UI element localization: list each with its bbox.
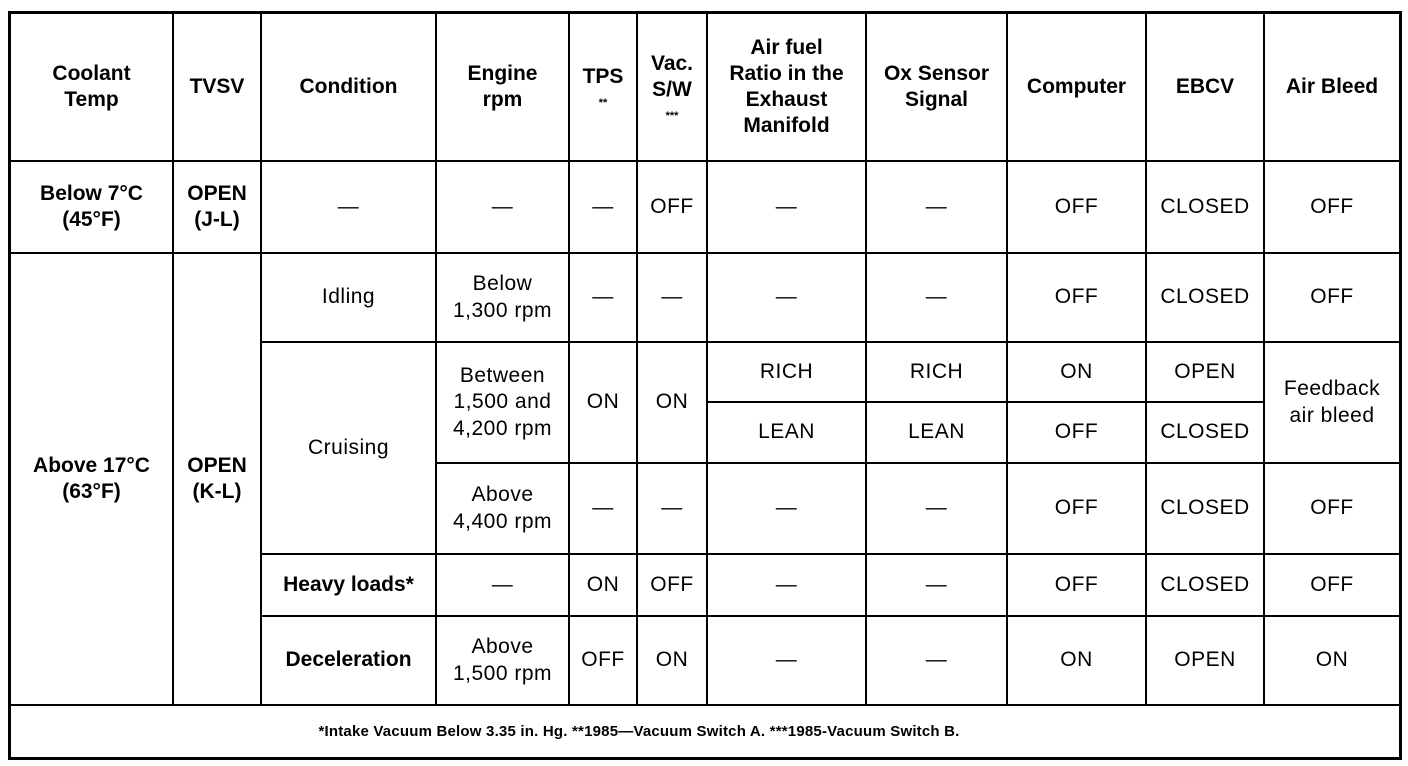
cell-afr-decel: — [707, 616, 866, 705]
cell-computer-cold: OFF [1007, 161, 1146, 253]
cell-rpm-cruising: Between 1,500 and 4,200 rpm [436, 342, 569, 463]
cell-tps-cruising: ON [569, 342, 637, 463]
cell-ox-cruising-high: — [866, 463, 1007, 554]
header-coolant-temp: Coolant Temp [11, 14, 173, 161]
cell-ebcv-cruising-rich: OPEN [1146, 342, 1264, 402]
header-air-fuel-ratio: Air fuel Ratio in the Exhaust Manifold [707, 14, 866, 161]
cell-ox-cruising-rich: RICH [866, 342, 1007, 402]
cell-rpm-decel: Above 1,500 rpm [436, 616, 569, 705]
cell-condition-cruising: Cruising [261, 342, 436, 554]
cell-afr-cruising-lean: LEAN [707, 402, 866, 463]
cell-vac-cruising-high: — [637, 463, 707, 554]
cell-vac-cold: OFF [637, 161, 707, 253]
cell-ebcv-cruising-high: CLOSED [1146, 463, 1264, 554]
cell-computer-cruising-lean: OFF [1007, 402, 1146, 463]
header-tvsv: TVSV [173, 14, 261, 161]
cell-condition-decel: Deceleration [261, 616, 436, 705]
header-ebcv: EBCV [1146, 14, 1264, 161]
cell-air-bleed-cruising-high: OFF [1264, 463, 1399, 554]
cell-vac-cruising: ON [637, 342, 707, 463]
tps-footnote-mark: ** [598, 97, 608, 110]
cell-computer-cruising-high: OFF [1007, 463, 1146, 554]
cell-air-bleed-decel: ON [1264, 616, 1399, 705]
cell-vac-idling: — [637, 253, 707, 342]
cell-computer-decel: ON [1007, 616, 1146, 705]
cell-vac-heavy: OFF [637, 554, 707, 616]
header-computer: Computer [1007, 14, 1146, 161]
cell-afr-cruising-rich: RICH [707, 342, 866, 402]
cell-rpm-heavy: — [436, 554, 569, 616]
cell-condition-heavy: Heavy loads* [261, 554, 436, 616]
cell-rpm-cruising-high: Above 4,400 rpm [436, 463, 569, 554]
cell-air-bleed-idling: OFF [1264, 253, 1399, 342]
cell-ox-idling: — [866, 253, 1007, 342]
header-row [11, 14, 1399, 161]
cell-tps-idling: — [569, 253, 637, 342]
cell-ox-heavy: — [866, 554, 1007, 616]
cell-condition-idling: Idling [261, 253, 436, 342]
cell-tps-cruising-high: — [569, 463, 637, 554]
cell-tps-cold: — [569, 161, 637, 253]
cell-ebcv-cold: CLOSED [1146, 161, 1264, 253]
row-idling [11, 253, 1399, 342]
cell-rpm-idling: Below 1,300 rpm [436, 253, 569, 342]
cell-condition-cold: — [261, 161, 436, 253]
header-tps: TPS ** [569, 14, 637, 161]
cell-vac-decel: ON [637, 616, 707, 705]
cell-tvsv-warm: OPEN (K-L) [173, 253, 261, 705]
cell-ebcv-cruising-lean: CLOSED [1146, 402, 1264, 463]
cell-air-bleed-heavy: OFF [1264, 554, 1399, 616]
row-cold [11, 161, 1399, 253]
cell-tvsv-cold: OPEN (J-L) [173, 161, 261, 253]
cell-afr-cruising-high: — [707, 463, 866, 554]
spec-table-frame [8, 11, 1402, 760]
cell-air-bleed-cold: OFF [1264, 161, 1399, 253]
cell-tps-heavy: ON [569, 554, 637, 616]
cell-ebcv-idling: CLOSED [1146, 253, 1264, 342]
header-condition: Condition [261, 14, 436, 161]
cell-afr-cold: — [707, 161, 866, 253]
footnote-bar [11, 705, 1399, 757]
footnote-intake-vacuum: *Intake Vacuum Below 3.35 in. Hg. [318, 722, 568, 740]
cell-ox-cold: — [866, 161, 1007, 253]
cell-computer-idling: OFF [1007, 253, 1146, 342]
cell-computer-heavy: OFF [1007, 554, 1146, 616]
cell-computer-cruising-rich: ON [1007, 342, 1146, 402]
vac-footnote-mark: *** [665, 110, 679, 123]
cell-rpm-cold: — [436, 161, 569, 253]
cell-ox-cruising-lean: LEAN [866, 402, 1007, 463]
cell-ebcv-heavy: CLOSED [1146, 554, 1264, 616]
cell-tps-decel: OFF [569, 616, 637, 705]
cell-ox-decel: — [866, 616, 1007, 705]
header-vac-sw: Vac. S/W *** [637, 14, 707, 161]
cell-coolant-warm: Above 17°C (63°F) [11, 253, 173, 705]
cell-afr-idling: — [707, 253, 866, 342]
cell-afr-heavy: — [707, 554, 866, 616]
header-air-bleed: Air Bleed [1264, 14, 1399, 161]
cell-air-bleed-cruising: Feedback air bleed [1264, 342, 1399, 463]
footnote-vacuum-switch-a: **1985—Vacuum Switch A. [572, 722, 766, 740]
footnote-vacuum-switch-b: ***1985-Vacuum Switch B. [769, 722, 960, 740]
control-spec-table [11, 14, 1399, 706]
header-ox-sensor: Ox Sensor Signal [866, 14, 1007, 161]
cell-coolant-cold: Below 7°C (45°F) [11, 161, 173, 253]
header-engine-rpm: Engine rpm [436, 14, 569, 161]
cell-ebcv-decel: OPEN [1146, 616, 1264, 705]
